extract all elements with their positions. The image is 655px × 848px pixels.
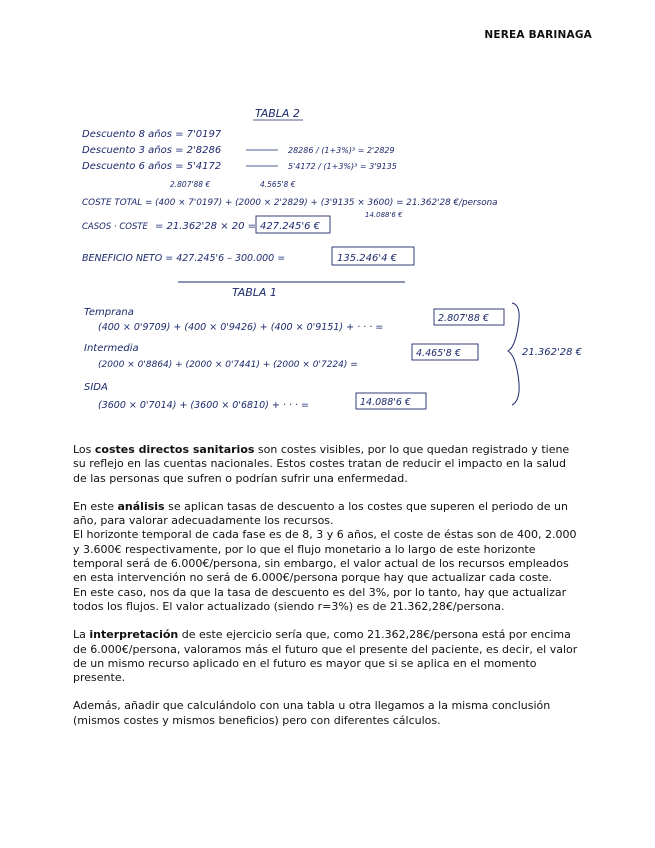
paragraph-analisis: En este análisis se aplican tasas de descuento a los costes que superen el periodo de un año, para valorar adecuadamente los recursos. El horizonte temporal de cada fase es de 8, 3 y 6 años, el coste de éstas son de 400, 2.000 y 3.600€ respectivamente, por lo que el flujo monetario a lo largo de este horizonte temporal será de 6.000€/persona, sin embargo, el valor actual de los recursos empleados en esta intervención no será de 6.000€/persona porque hay que actualizar cada coste. En este caso, nos da que la tasa de descuento es del 3%, por lo tanto, hay que actualizar todos los flujos. El valor actualizado (siendo r=3%) es de 21.362,28€/persona. — [73, 499, 577, 613]
descuento-8-line: Descuento 8 años = 7'0197 — [82, 129, 222, 140]
handwritten-notes-image — [60, 95, 600, 425]
casos-result: 427.245'6 € — [260, 221, 321, 232]
temprana-expression: (400 × 0'9709) + (400 × 0'9426) + (400 × 0'9151) + · · · = — [98, 322, 384, 333]
descuento-6-line: Descuento 6 años = 5'4172 — [82, 161, 222, 172]
bold-term: interpretación — [89, 628, 179, 642]
beneficio-neto-result: 135.246'4 € — [337, 253, 398, 264]
temprana-result: 2.807'88 € — [438, 313, 489, 324]
casos-label: CASOS · COSTE — [82, 222, 148, 232]
subtotal-2: 4.565'8 € — [260, 180, 296, 189]
handwritten-calculations — [60, 95, 600, 425]
coste-total-line: COSTE TOTAL = (400 × 7'0197) + (2000 × 2'2829) + (3'9135 × 3600) = 21.362'28 €/persona — [82, 198, 498, 208]
body-text — [73, 443, 583, 742]
intermedia-label: Intermedia — [84, 343, 139, 354]
paragraph-costes: Los costes directos sanitarios son costes visibles, por lo que quedan registrado y tiene su reflejo en las cuentas nacionales. Estos costes tratan de reducir el impacto en la salud de las personas que sufren o podrían sufrir una enfermedad. — [73, 443, 570, 485]
intermedia-result: 4.465'8 € — [416, 348, 461, 359]
paragraph-conclusion: Además, añadir que calculándolo con una tabla u otra llegamos a la misma conclusión (mismos costes y mismos beneficios) pero con diferentes cálculos. — [73, 699, 551, 727]
descuento-3-line: Descuento 3 años = 2'8286 — [82, 145, 222, 156]
sida-label: SIDA — [84, 382, 108, 393]
sida-result: 14.088'6 € — [360, 397, 411, 408]
coste-subtotal: 14.088'6 € — [365, 211, 403, 219]
descuento-6-calc: 5'4172 / (1+3%)³ = 3'9135 — [288, 162, 397, 171]
sida-expression: (3600 × 0'7014) + (3600 × 0'6810) + · · · = — [98, 400, 309, 411]
bold-term: costes directos sanitarios — [94, 443, 255, 456]
tabla1-title: TABLA 1 — [232, 286, 277, 299]
bold-term: análisis — [117, 499, 165, 513]
total-value: 21.362'28 € — [522, 347, 583, 358]
temprana-label: Temprana — [84, 307, 134, 318]
paragraph-interpretacion: La interpretación de este ejercicio sería que, como 21.362,28€/persona está por encima de 6.000€/persona, valoramos más el futuro que el presente del paciente, es decir, el valor de un mismo recurso aplicado en el futuro es mayor que si se aplica en el momento presente. — [73, 628, 578, 685]
descuento-3-calc: 28286 / (1+3%)³ = 2'2829 — [288, 146, 395, 155]
tabla2-title: TABLA 2 — [255, 107, 300, 120]
casos-expression: = 21.362'28 × 20 = — [155, 221, 257, 232]
author-name: NEREA BARINAGA — [484, 29, 592, 41]
intermedia-expression: (2000 × 0'8864) + (2000 × 0'7441) + (2000 × 0'7224) = — [98, 360, 358, 370]
beneficio-neto-line: BENEFICIO NETO = 427.245'6 – 300.000 = — [82, 253, 286, 264]
subtotal-1: 2.807'88 € — [170, 180, 211, 189]
